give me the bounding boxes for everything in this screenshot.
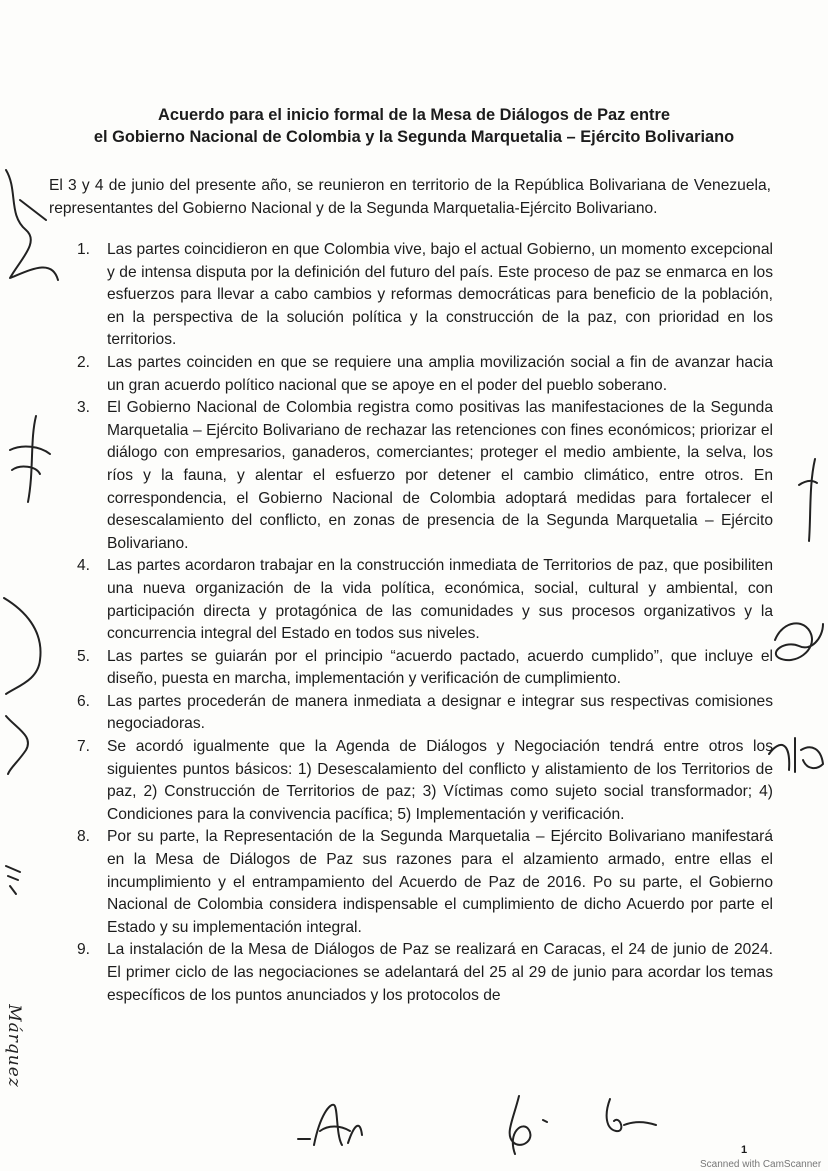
point-text: Las partes acordaron trabajar en la construcción inmediata de Territorios de paz, que posibiliten una nueva organización de la vida política, económica, social, cultural y ambiental, con participación directa y protagónica de las comunidades y sus procesos organizativos y la concurrencia integral del Estado en todos sus niveles.: [107, 557, 773, 643]
list-item: [49, 397, 773, 555]
list-item: [49, 691, 773, 736]
title-line-1: Acuerdo para el inicio formal de la Mesa de Diálogos de Paz entre: [158, 106, 670, 124]
bottom-signature-2: [495, 1090, 565, 1160]
list-item: [49, 736, 773, 826]
document-title: [40, 104, 788, 148]
point-text: Se acordó igualmente que la Agenda de Diálogos y Negociación tendrá entre otros los siguientes puntos básicos: 1) Desescalamiento del conflicto y alistamiento de los Territorios de paz, 2) Construcción de Territorios de paz; 3) Víctimas como sujeto social transformador; 4) Condiciones para la convivencia pacífica; 5) Implementación y verificación.: [107, 738, 773, 823]
margin-signature-2: [0, 410, 60, 510]
right-signature-1: [775, 455, 828, 545]
agreement-points-list: [49, 239, 773, 1007]
handwritten-name: Márquez: [3, 1004, 24, 1088]
page-number: 1: [741, 1144, 748, 1156]
point-number: 1.: [77, 241, 91, 258]
point-number: 6.: [77, 692, 91, 710]
scanner-watermark: Scanned with CamScanner: [700, 1159, 822, 1170]
point-text: Las partes coincidieron en que Colombia vive, bajo el actual Gobierno, un momento excepcional y de intensa disputa por la definición del futuro del país. Este proceso de paz se enmarca en los esfuerzos para llevar a cabo cambios y reformas democráticas para beneficio de la población, en la perspectiva de la solución política y la construcción de la paz, con prioridad en los territorios.: [107, 241, 773, 349]
margin-signature-3: [0, 590, 60, 700]
point-text: Las partes coinciden en que se requiere una amplia movilización social a fin de avanzar hacia un gran acuerdo político nacional que se apoye en el poder del pueblo soberano.: [107, 353, 773, 394]
point-text: Por su parte, la Representación de la Segunda Marquetalia – Ejército Bolivariano manifestará en la Mesa de Diálogos de Paz sus razones para el alzamiento armado, entre ellas el incumplimiento y el entrampamiento del Acuerdo de Paz de 2016. Po su parte, el Gobierno Nacional de Colombia considera indispensable el cumplimiento de dicho Acuerdo por parte el Estado y su implementación integral.: [107, 828, 773, 936]
list-item: [49, 555, 773, 645]
point-number: 2.: [77, 353, 91, 371]
right-signature-3: [765, 730, 828, 780]
margin-signature-5: [0, 860, 30, 900]
point-text: La instalación de la Mesa de Diálogos de Paz se realizará en Caracas, el 24 de junio de 2024. El primer ciclo de las negociaciones se adelantará del 25 al 29 de junio para acordar los temas específicos de los puntos anunciados y los protocolos de: [107, 941, 773, 1004]
bottom-signature-3: [590, 1095, 670, 1145]
list-item: [49, 826, 773, 939]
point-number: 4.: [77, 557, 91, 575]
point-text: Las partes se guiarán por el principio “acuerdo pactado, acuerdo cumplido”, que incluye el diseño, puesta en marcha, implementación y verificación de cumplimiento.: [107, 647, 773, 688]
list-item: [49, 239, 773, 352]
point-number: 9.: [77, 941, 91, 959]
intro-paragraph: El 3 y 4 de junio del presente año, se reunieron en territorio de la República Bolivariana de Venezuela, representantes del Gobierno Nacional y de la Segunda Marquetalia-Ejército Bolivariano.: [49, 177, 771, 217]
point-number: 3.: [77, 399, 91, 417]
list-item: [49, 352, 773, 397]
point-text: Las partes procederán de manera inmediata a designar e integrar sus respectivas comisiones negociadoras.: [107, 692, 773, 733]
point-number: 5.: [77, 647, 91, 665]
point-number: 8.: [77, 828, 91, 846]
margin-signature-4: [0, 710, 60, 780]
point-text: El Gobierno Nacional de Colombia registra como positivas las manifestaciones de la Segunda Marquetalia – Ejército Bolivariano de rechazar las retenciones con fines económicos; priorizar el diálogo con empresarios, ganaderos, comerciantes; proteger el medio ambiente, la selva, los ríos y la fauna, y alentar el esfuerzo por detener el cambio climático, entre otros. En correspondencia, el Gobierno Nacional de Colombia adoptará medidas para fortalecer el desescalamiento del conflicto, en zonas de presencia de la Segunda Marquetalia – Ejército Bolivariano.: [107, 399, 773, 552]
right-signature-2: [765, 610, 828, 680]
bottom-signature-1: [290, 1095, 370, 1155]
title-line-2: el Gobierno Nacional de Colombia y la Segunda Marquetalia – Ejército Bolivariano: [93, 128, 735, 146]
point-number: 7.: [77, 738, 91, 756]
margin-signature-1: [0, 160, 70, 300]
list-item: [49, 646, 773, 691]
list-item: [49, 939, 773, 1007]
